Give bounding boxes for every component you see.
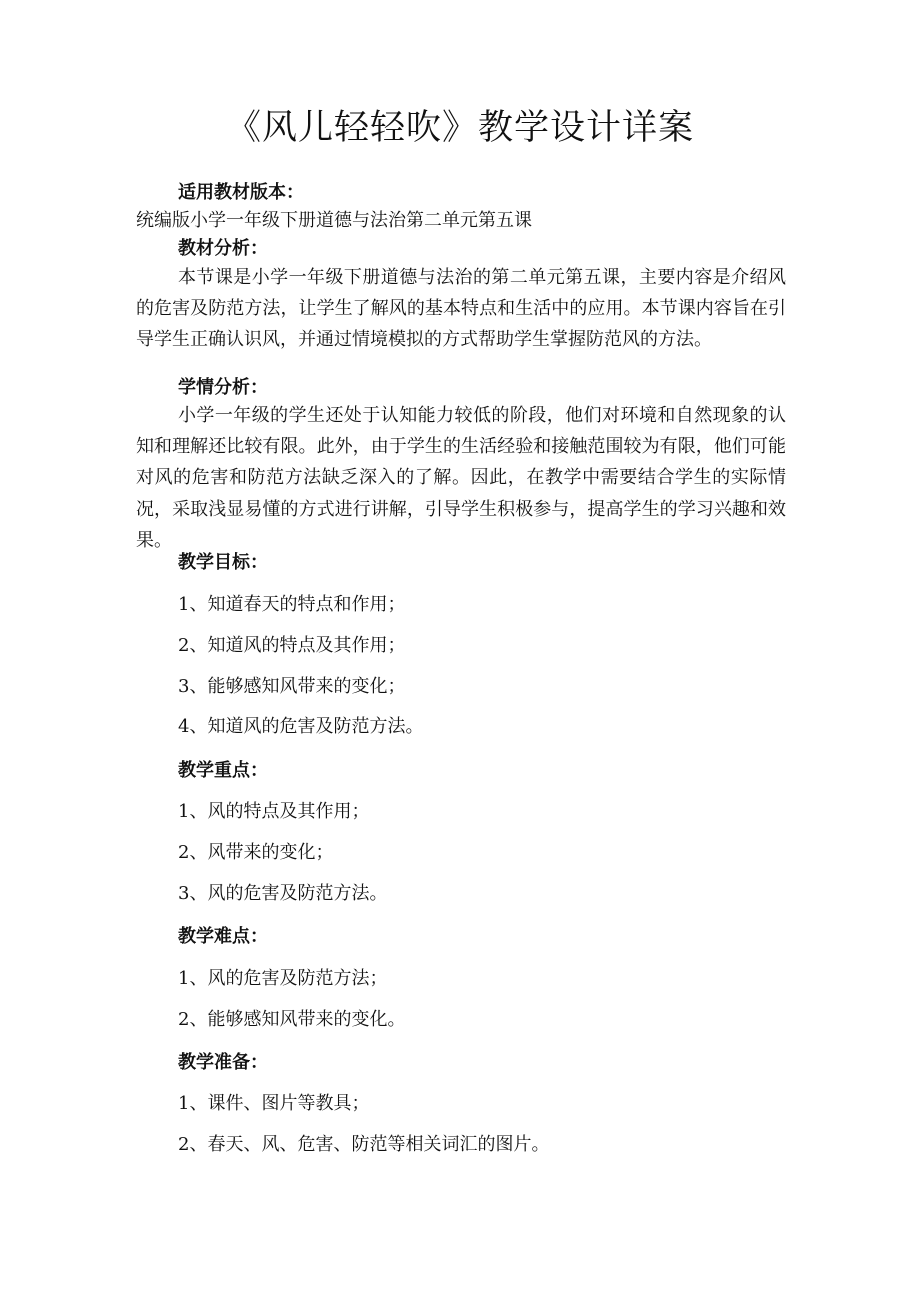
textbook-analysis-paragraph: 本节课是小学一年级下册道德与法治的第二单元第五课，主要内容是介绍风的危害及防范方法，让学生了解风的基本特点和生活中的应用。本节课内容旨在引导学生正确认识风，并通过情境模拟的方式帮助学生掌握防范风的方法。 — [136, 267, 786, 351]
key-points-heading: 教学重点： — [178, 760, 268, 781]
document-title: 《风儿轻轻吹》教学设计详案 — [225, 108, 694, 148]
objectives-heading: 教学目标： — [178, 552, 268, 573]
student-analysis-paragraph: 小学一年级的学生还处于认知能力较低的阶段，他们对环境和自然现象的认知和理解还比较有限。此外，由于学生的生活经验和接触范围较为有限，他们可能对风的危害和防范方法缺乏深入的了解。因此，在教学中需要结合学生的实际情况，采取浅显易懂的方式进行讲解，引导学生积极参与，提高学生的学习兴趣和效果。 — [136, 405, 786, 551]
edition-text: 统编版小学一年级下册道德与法治第二单元第五课 — [136, 210, 532, 231]
objective-item: 1、知道春天的特点和作用； — [178, 594, 406, 615]
preparation-item: 2、春天、风、危害、防范等相关词汇的图片。 — [178, 1134, 550, 1155]
objective-item: 2、知道风的特点及其作用； — [178, 635, 406, 656]
key-point-item: 3、风的危害及防范方法。 — [178, 883, 388, 904]
preparation-heading: 教学准备： — [178, 1052, 268, 1073]
difficulties-heading: 教学难点： — [178, 926, 268, 947]
difficulty-item: 1、风的危害及防范方法； — [178, 968, 388, 989]
student-analysis-heading: 学情分析： — [178, 377, 268, 398]
textbook-analysis-heading: 教材分析： — [178, 238, 268, 259]
key-point-item: 2、风带来的变化； — [178, 842, 334, 863]
key-point-item: 1、风的特点及其作用； — [178, 801, 370, 822]
objective-item: 3、能够感知风带来的变化； — [178, 676, 406, 697]
objective-item: 4、知道风的危害及防范方法。 — [178, 716, 424, 737]
edition-heading: 适用教材版本： — [178, 182, 304, 203]
difficulty-item: 2、能够感知风带来的变化。 — [178, 1009, 406, 1030]
preparation-item: 1、课件、图片等教具； — [178, 1093, 370, 1114]
